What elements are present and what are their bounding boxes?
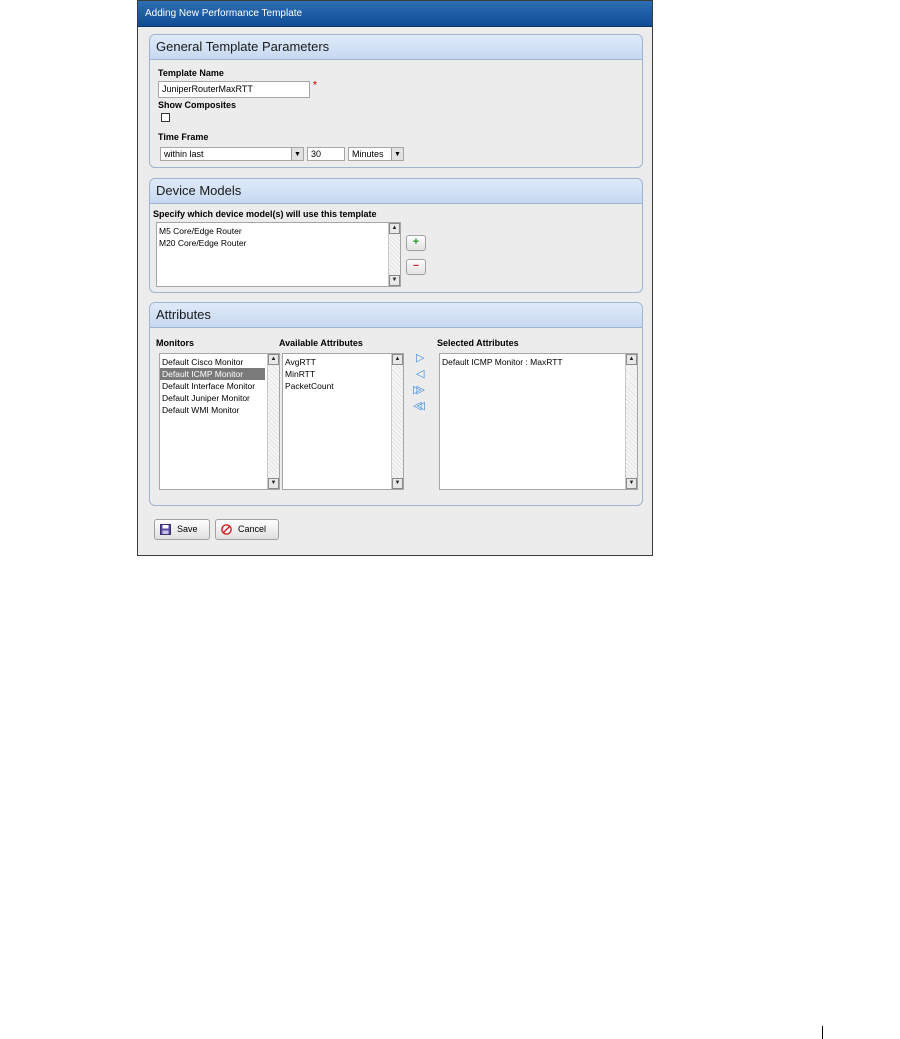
floppy-disk-icon — [160, 524, 171, 535]
cancel-button-label: Cancel — [238, 524, 267, 534]
scroll-up-icon[interactable]: ▲ — [268, 354, 279, 365]
scroll-down-icon[interactable]: ▼ — [268, 478, 279, 489]
general-parameters-section — [149, 34, 643, 168]
cancel-button[interactable] — [215, 519, 279, 540]
page-divider — [822, 1026, 823, 1039]
attributes-section — [149, 302, 643, 506]
remove-device-model-button[interactable] — [406, 259, 426, 275]
add-performance-template-dialog — [137, 0, 653, 556]
scroll-up-icon[interactable]: ▲ — [389, 223, 400, 234]
template-name-label: Template Name — [158, 68, 224, 78]
list-item[interactable]: Default Interface Monitor — [162, 381, 256, 391]
monitors-list[interactable] — [159, 353, 280, 490]
available-attributes-list[interactable] — [282, 353, 404, 490]
move-all-left-icon[interactable]: ◁◁ — [413, 400, 420, 412]
time-frame-mode-value: within last — [164, 149, 204, 159]
dropdown-arrow-icon[interactable]: ▼ — [391, 148, 403, 160]
scroll-up-icon[interactable]: ▲ — [392, 354, 403, 365]
monitors-scrollbar[interactable] — [267, 354, 279, 489]
scroll-down-icon[interactable]: ▼ — [626, 478, 637, 489]
add-icon: + — [412, 236, 420, 248]
show-composites-label: Show Composites — [158, 100, 237, 110]
scroll-down-icon[interactable]: ▼ — [389, 275, 400, 286]
attributes-heading: Attributes — [150, 303, 642, 328]
time-frame-unit-select[interactable] — [348, 147, 404, 161]
time-frame-amount-input[interactable]: 30 — [307, 147, 345, 161]
selected-attributes-scrollbar[interactable] — [625, 354, 637, 489]
list-item[interactable]: Default ICMP Monitor : MaxRTT — [442, 357, 563, 367]
time-frame-label: Time Frame — [158, 132, 209, 142]
save-button-label: Save — [177, 524, 198, 534]
list-item[interactable]: MinRTT — [285, 369, 316, 379]
device-models-section — [149, 178, 643, 293]
remove-icon: − — [412, 260, 420, 272]
cancel-circle-icon — [221, 524, 232, 535]
available-attributes-scrollbar[interactable] — [391, 354, 403, 489]
device-models-heading: Device Models — [150, 179, 642, 204]
list-item[interactable]: M20 Core/Edge Router — [159, 238, 247, 248]
available-attributes-label: Available Attributes — [279, 338, 363, 348]
move-right-icon[interactable]: ▷ — [416, 352, 425, 364]
list-item[interactable]: M5 Core/Edge Router — [159, 226, 242, 236]
time-frame-unit-value: Minutes — [352, 149, 384, 159]
list-item[interactable]: PacketCount — [285, 381, 334, 391]
dropdown-arrow-icon[interactable]: ▼ — [291, 148, 303, 160]
list-item[interactable]: Default Cisco Monitor — [162, 357, 244, 367]
device-models-instruction: Specify which device model(s) will use this template — [153, 209, 377, 219]
device-models-scrollbar[interactable] — [388, 223, 400, 286]
move-all-right-icon[interactable]: ▷▷ — [413, 384, 420, 396]
general-parameters-heading: General Template Parameters — [150, 35, 642, 60]
list-item[interactable]: Default WMI Monitor — [162, 405, 240, 415]
template-name-input[interactable]: JuniperRouterMaxRTT — [158, 81, 310, 98]
dialog-title: Adding New Performance Template — [138, 1, 652, 27]
show-composites-checkbox[interactable] — [161, 113, 170, 122]
scroll-down-icon[interactable]: ▼ — [392, 478, 403, 489]
list-item[interactable]: AvgRTT — [285, 357, 316, 367]
list-item-selected[interactable]: Default ICMP Monitor — [160, 368, 265, 380]
monitors-label: Monitors — [156, 338, 194, 348]
scroll-up-icon[interactable]: ▲ — [626, 354, 637, 365]
add-device-model-button[interactable] — [406, 235, 426, 251]
list-item[interactable]: Default Juniper Monitor — [162, 393, 250, 403]
move-left-icon[interactable]: ◁ — [416, 368, 425, 380]
device-models-list[interactable] — [156, 222, 401, 287]
required-asterisk-icon: * — [313, 80, 317, 91]
time-frame-mode-select[interactable] — [160, 147, 304, 161]
save-button[interactable] — [154, 519, 210, 540]
selected-attributes-list[interactable] — [439, 353, 638, 490]
selected-attributes-label: Selected Attributes — [437, 338, 519, 348]
